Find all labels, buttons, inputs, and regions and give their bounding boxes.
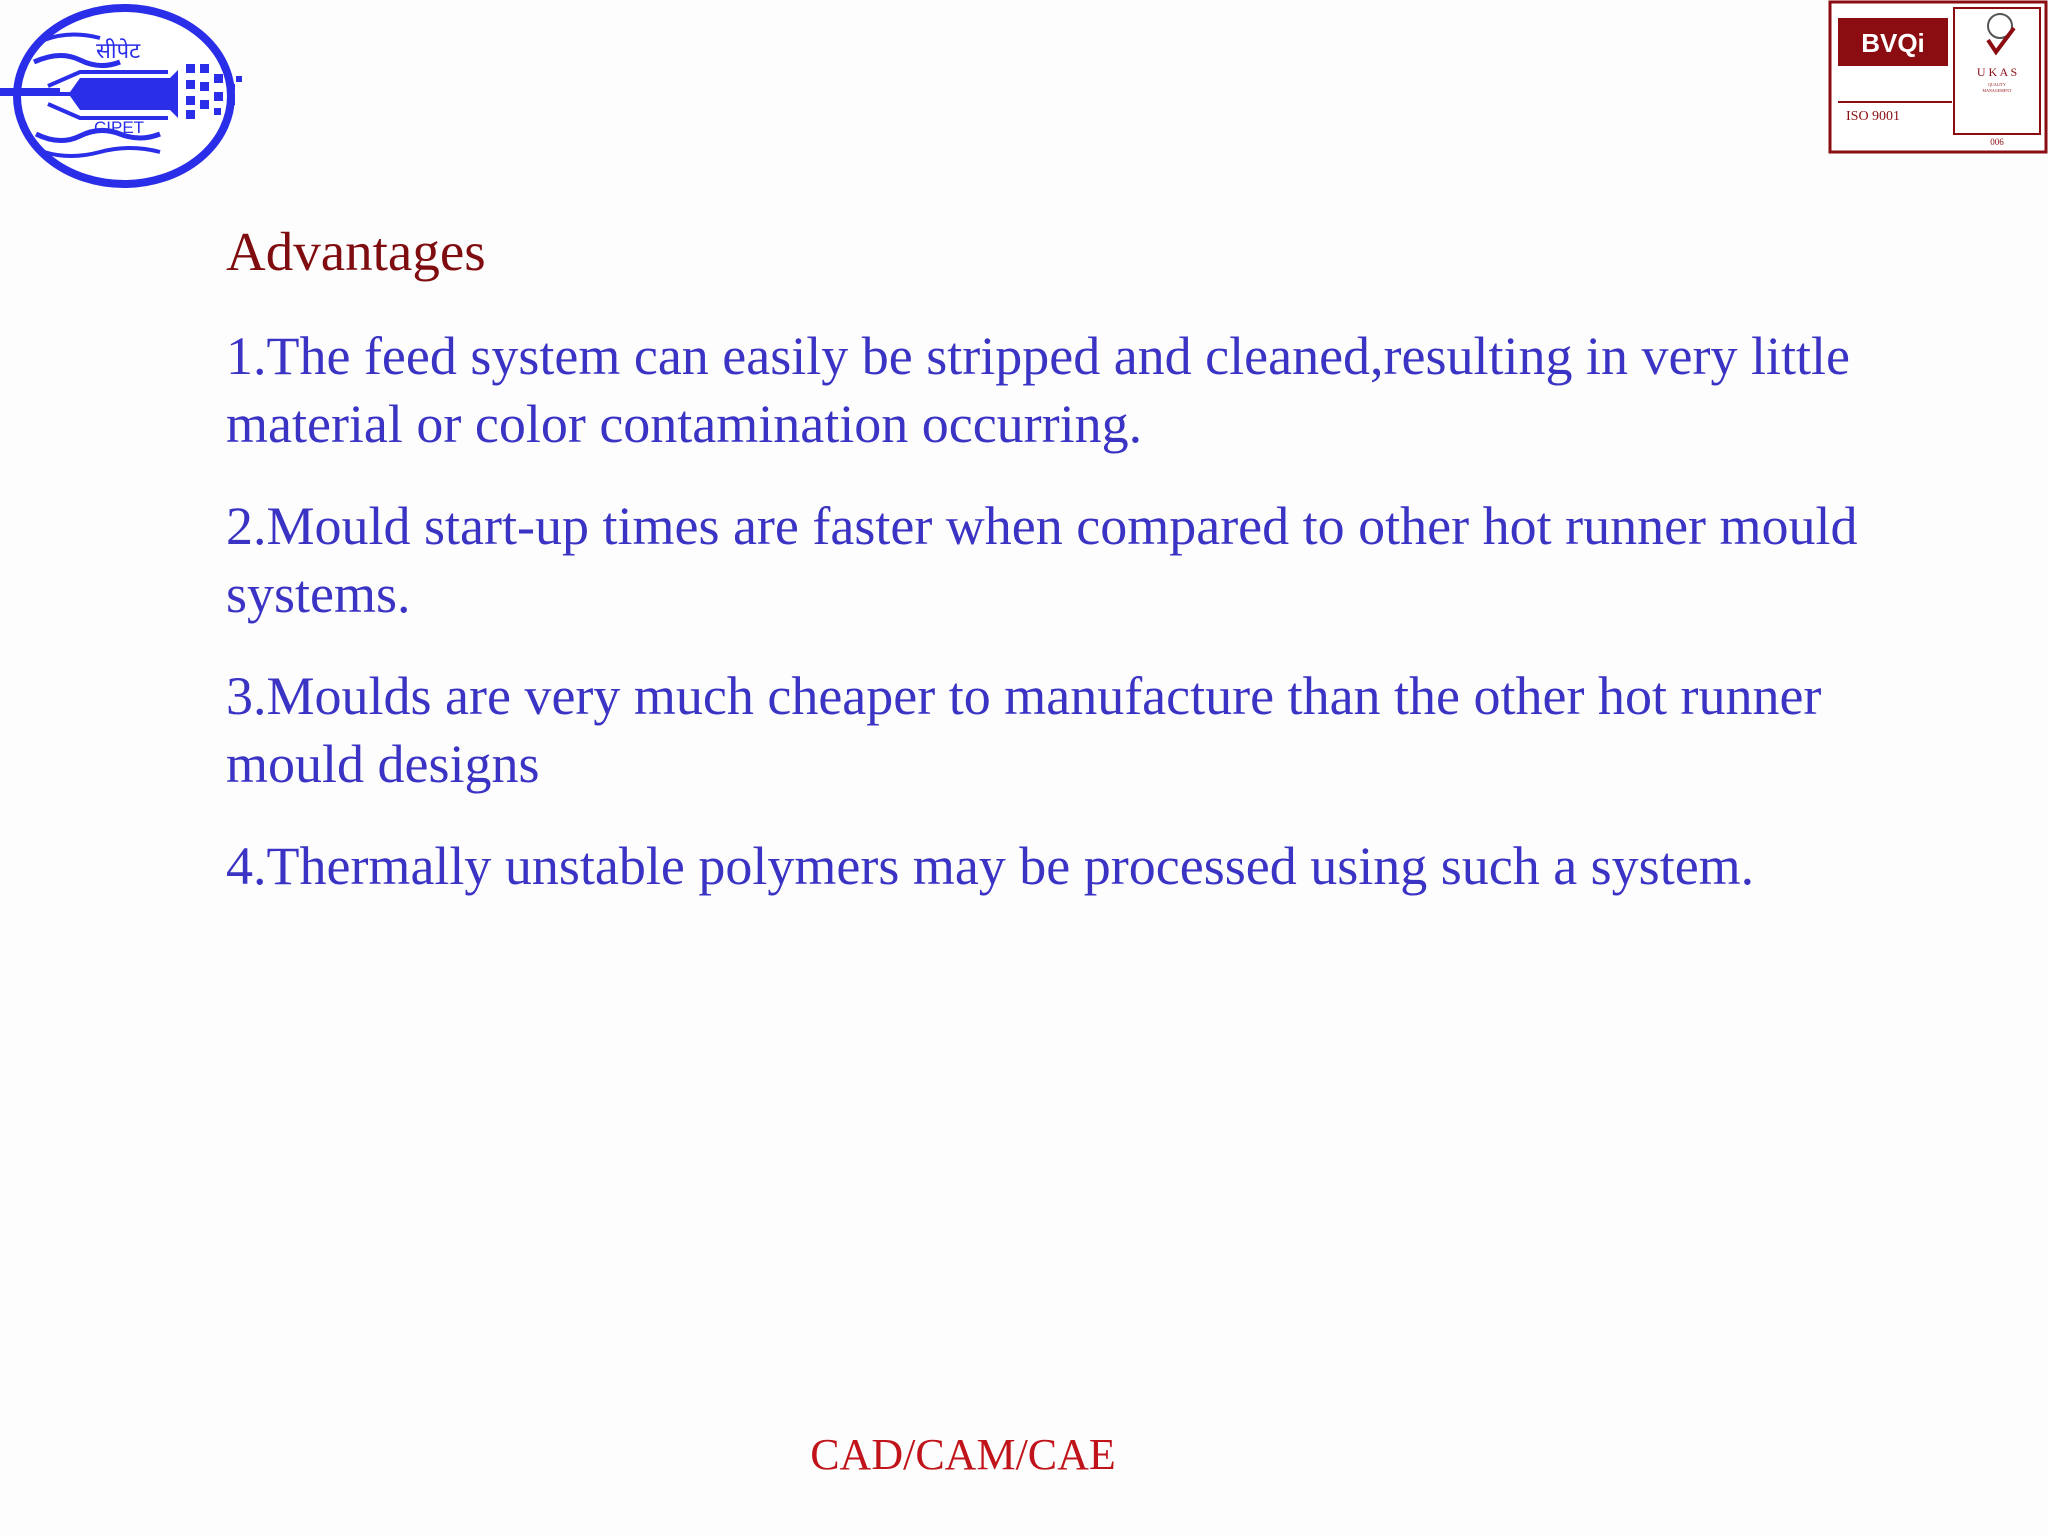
advantage-item: 3.Moulds are very much cheaper to manufacture than the other hot runner mould designs <box>226 666 1822 794</box>
advantage-item: 1.The feed system can easily be stripped and cleaned,resulting in very little material or color contamination occurring. <box>226 326 1850 454</box>
footer-label: CAD/CAM/CAE <box>810 1430 1116 1479</box>
ukas-sub2-text: MANAGEMENT <box>1982 88 2012 93</box>
ukas-code-text: 006 <box>1990 137 2004 147</box>
cipet-text: CIPET <box>94 118 145 137</box>
advantages-list <box>226 322 1876 934</box>
ukas-text: U K A S <box>1976 65 2018 79</box>
cipet-logo-icon <box>0 0 255 192</box>
ukas-sub1-text: QUALITY <box>1988 82 2006 87</box>
advantage-item: 2.Mould start-up times are faster when compared to other hot runner mould systems. <box>226 496 1858 624</box>
iso-text: ISO 9001 <box>1846 109 1901 124</box>
advantage-item: 4.Thermally unstable polymers may be processed using such a system. <box>226 836 1755 896</box>
cipet-hindi-text: सीपेट <box>96 39 141 64</box>
slide-heading: Advantages <box>226 221 486 282</box>
bvqi-ukas-iso-logo-icon <box>1828 0 2048 156</box>
bvqi-text: BVQi <box>1861 28 1925 58</box>
